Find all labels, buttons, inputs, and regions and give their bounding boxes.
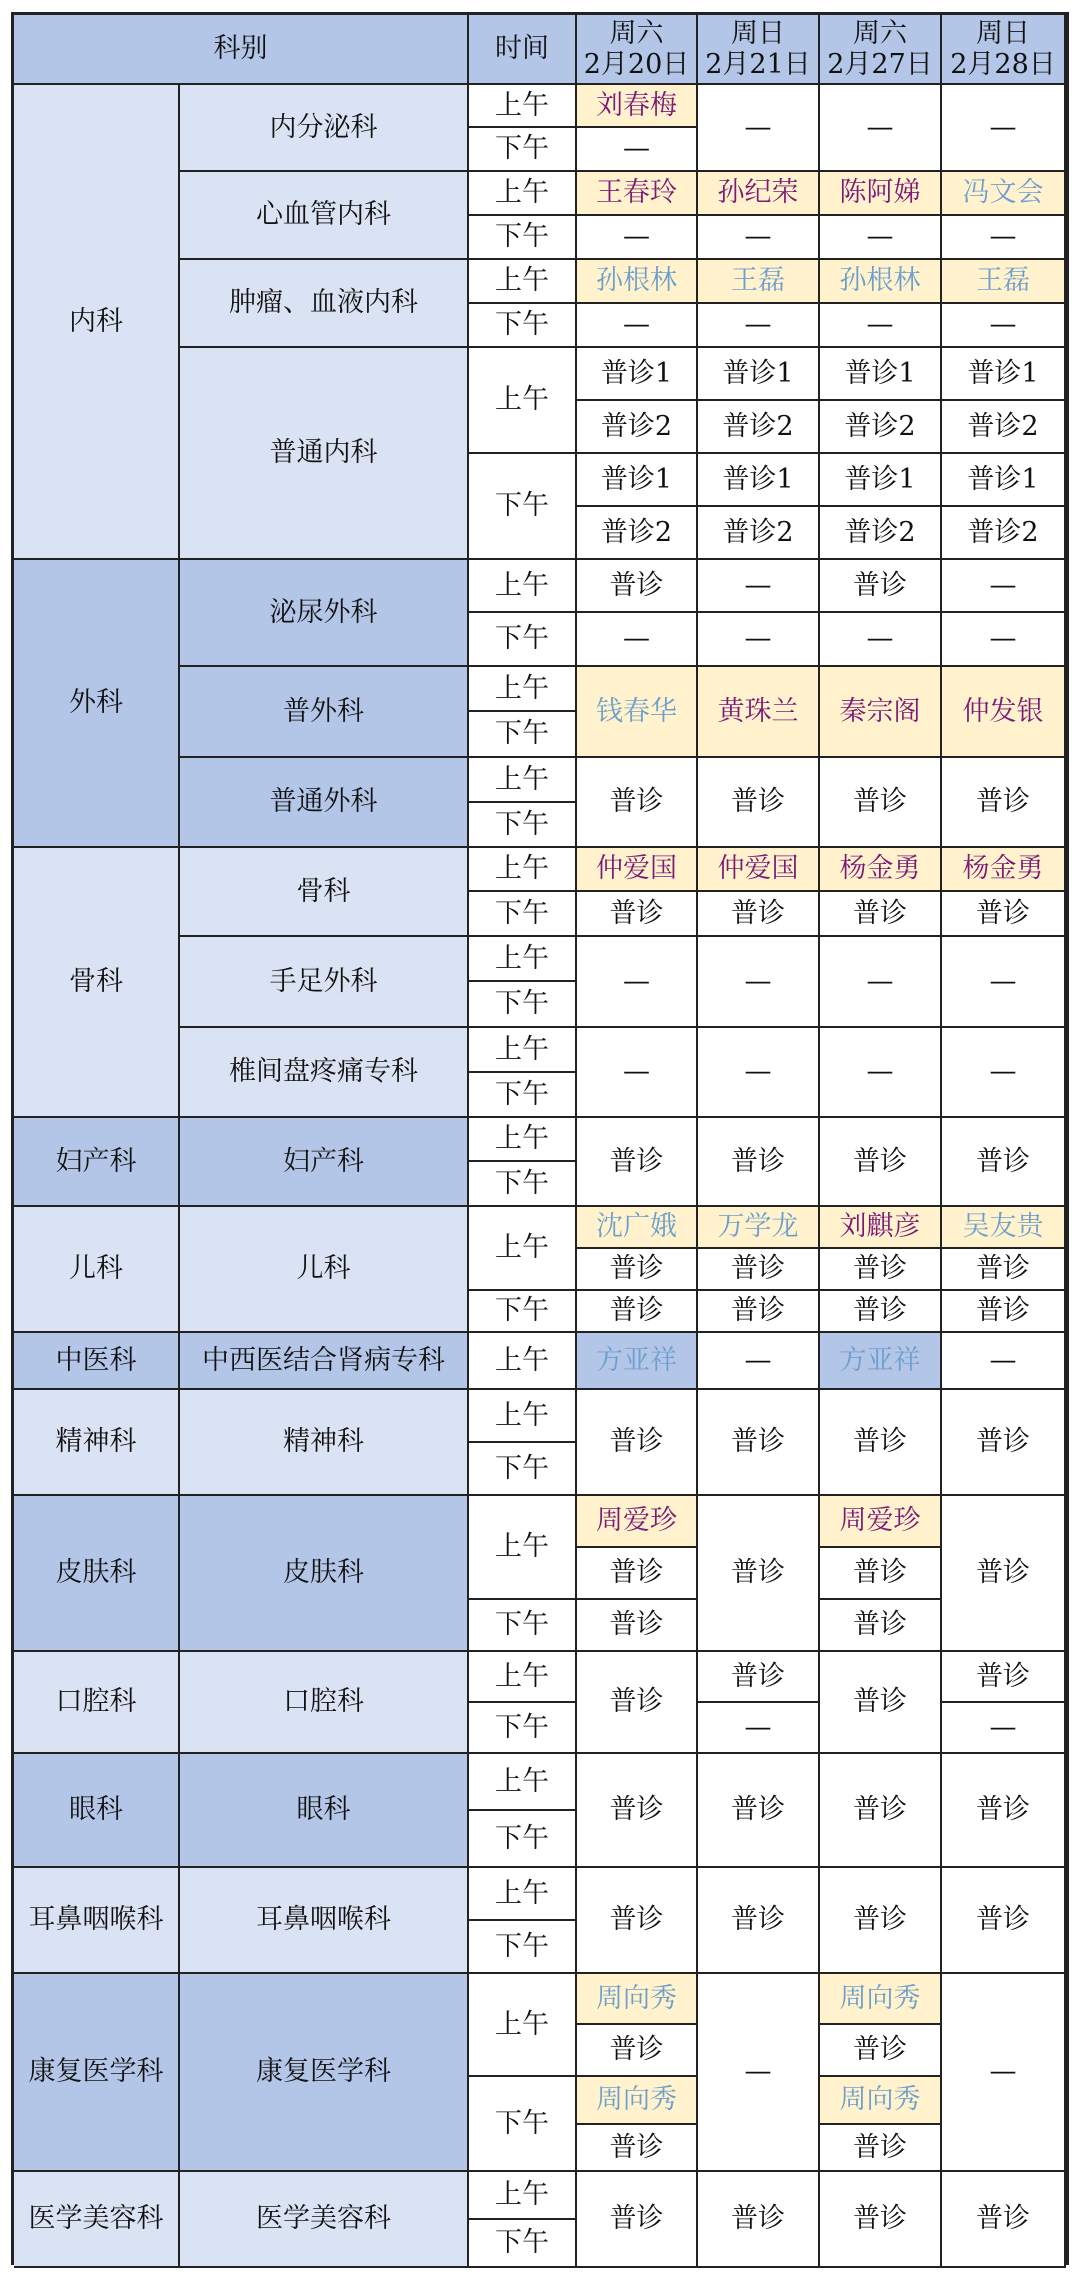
schedule-cell: —	[698, 1974, 820, 2172]
header-day	[698, 15, 820, 85]
schedule-cell: —	[942, 216, 1066, 260]
time-am: 上午	[469, 1868, 577, 1921]
header-dept: 科别	[14, 15, 469, 85]
schedule-cell: —	[577, 216, 698, 260]
time-pm: 下午	[469, 1600, 577, 1652]
schedule-cell: —	[942, 937, 1066, 1028]
sub-department-name: 儿科	[180, 1207, 469, 1333]
doctor-name: 孙根林	[820, 260, 942, 304]
time-pm: 下午	[469, 1921, 577, 1974]
schedule-cell: —	[942, 1028, 1066, 1118]
schedule-cell: 普诊	[577, 2125, 698, 2172]
schedule-cell: 普诊1	[577, 348, 698, 401]
time-am: 上午	[469, 1118, 577, 1162]
doctor-name: 杨金勇	[942, 848, 1066, 892]
time-pm: 下午	[469, 1291, 577, 1333]
sub-department-name: 精神科	[180, 1390, 469, 1496]
department-name: 口腔科	[14, 1652, 180, 1754]
schedule-table	[11, 12, 1069, 2265]
schedule-cell: 普诊1	[698, 348, 820, 401]
sub-department-name: 眼科	[180, 1754, 469, 1868]
department-name: 外科	[14, 560, 180, 848]
schedule-cell: 普诊	[698, 1868, 820, 1974]
header-date: 2月28日	[950, 49, 1056, 80]
schedule-cell: —	[942, 85, 1066, 172]
time-pm: 下午	[469, 304, 577, 348]
schedule-cell: 普诊	[942, 1118, 1066, 1207]
schedule-cell: 普诊1	[942, 454, 1066, 507]
time-am: 上午	[469, 937, 577, 982]
sub-department-name: 肿瘤、血液内科	[180, 260, 469, 348]
schedule-cell: 普诊	[942, 758, 1066, 848]
schedule-cell: 普诊	[577, 1600, 698, 1652]
doctor-name: 方亚祥	[577, 1333, 698, 1390]
schedule-cell: 普诊	[820, 1600, 942, 1652]
schedule-cell: —	[942, 1333, 1066, 1390]
schedule-cell: 普诊	[820, 2172, 942, 2268]
time-pm: 下午	[469, 2077, 577, 2172]
schedule-cell: 普诊	[820, 560, 942, 613]
schedule-cell: 普诊	[820, 1390, 942, 1496]
doctor-name: 杨金勇	[820, 848, 942, 892]
time-am: 上午	[469, 1974, 577, 2077]
schedule-cell: 普诊	[942, 1754, 1066, 1868]
doctor-name: 孙纪荣	[698, 172, 820, 216]
schedule-cell: 普诊	[577, 1118, 698, 1207]
schedule-cell: 普诊	[698, 1496, 820, 1652]
department-name: 内科	[14, 85, 180, 560]
schedule-cell: 普诊2	[942, 507, 1066, 560]
doctor-name: 陈阿娣	[820, 172, 942, 216]
schedule-cell: —	[698, 1028, 820, 1118]
schedule-cell: 普诊	[698, 1118, 820, 1207]
schedule-cell: 普诊	[942, 892, 1066, 937]
department-name: 骨科	[14, 848, 180, 1118]
time-pm: 下午	[469, 613, 577, 667]
schedule-cell: —	[577, 128, 698, 172]
schedule-cell: 普诊	[577, 1652, 698, 1754]
schedule-cell: —	[577, 937, 698, 1028]
time-am: 上午	[469, 1652, 577, 1703]
time-am: 上午	[469, 1390, 577, 1443]
schedule-cell: 普诊	[942, 1868, 1066, 1974]
schedule-cell: —	[698, 937, 820, 1028]
schedule-cell: 普诊2	[577, 507, 698, 560]
sub-department-name: 手足外科	[180, 937, 469, 1028]
sub-department-name: 皮肤科	[180, 1496, 469, 1652]
schedule-cell: 普诊	[820, 758, 942, 848]
time-pm: 下午	[469, 1162, 577, 1207]
doctor-name: 周向秀	[577, 2077, 698, 2125]
schedule-cell: —	[698, 304, 820, 348]
doctor-name: 刘春梅	[577, 85, 698, 128]
schedule-cell: —	[698, 613, 820, 667]
time-am: 上午	[469, 2172, 577, 2220]
schedule-cell: 普诊2	[577, 401, 698, 454]
schedule-cell: —	[820, 613, 942, 667]
schedule-cell: 普诊	[577, 892, 698, 937]
time-pm: 下午	[469, 803, 577, 848]
department-name: 康复医学科	[14, 1974, 180, 2172]
time-pm: 下午	[469, 128, 577, 172]
schedule-cell: 普诊	[942, 1249, 1066, 1291]
doctor-name: 王春玲	[577, 172, 698, 216]
schedule-cell: 普诊	[698, 2172, 820, 2268]
schedule-cell: 普诊	[577, 2025, 698, 2077]
time-pm: 下午	[469, 1443, 577, 1496]
sub-department-name: 普通内科	[180, 348, 469, 560]
schedule-cell: —	[820, 304, 942, 348]
schedule-cell: 普诊	[698, 1390, 820, 1496]
header-date: 2月20日	[583, 49, 690, 80]
schedule-cell: —	[698, 1703, 820, 1754]
header-date: 2月21日	[705, 49, 811, 80]
schedule-cell: 普诊1	[820, 348, 942, 401]
schedule-cell: 普诊2	[942, 401, 1066, 454]
doctor-name: 冯文会	[942, 172, 1066, 216]
schedule-cell: —	[698, 560, 820, 613]
schedule-cell: 普诊2	[820, 507, 942, 560]
time-pm: 下午	[469, 1073, 577, 1118]
schedule-cell: —	[577, 304, 698, 348]
schedule-cell: —	[820, 216, 942, 260]
schedule-cell: 普诊	[820, 2125, 942, 2172]
doctor-name: 方亚祥	[820, 1333, 942, 1390]
time-pm: 下午	[469, 1703, 577, 1754]
department-name: 皮肤科	[14, 1496, 180, 1652]
schedule-cell: —	[820, 937, 942, 1028]
schedule-cell: —	[577, 1028, 698, 1118]
schedule-cell: 普诊	[698, 1249, 820, 1291]
time-pm: 下午	[469, 454, 577, 560]
doctor-name: 周向秀	[820, 1974, 942, 2025]
schedule-cell: —	[942, 560, 1066, 613]
doctor-name: 孙根林	[577, 260, 698, 304]
schedule-cell: 普诊	[577, 1390, 698, 1496]
doctor-name: 王磊	[698, 260, 820, 304]
schedule-cell: 普诊	[820, 2025, 942, 2077]
schedule-cell: 普诊	[698, 1291, 820, 1333]
time-am: 上午	[469, 348, 577, 454]
header-weekday: 周日	[976, 17, 1030, 49]
time-am: 上午	[469, 1754, 577, 1811]
schedule-cell: —	[698, 216, 820, 260]
time-pm: 下午	[469, 982, 577, 1028]
doctor-name: 周爱珍	[577, 1496, 698, 1548]
doctor-name: 仲发银	[942, 667, 1066, 758]
schedule-cell: 普诊	[820, 1249, 942, 1291]
schedule-cell: 普诊	[942, 1652, 1066, 1703]
schedule-cell: 普诊	[942, 2172, 1066, 2268]
time-am: 上午	[469, 1333, 577, 1390]
time-am: 上午	[469, 560, 577, 613]
schedule-cell: 普诊	[942, 1496, 1066, 1652]
schedule-cell: 普诊	[577, 1868, 698, 1974]
schedule-cell: 普诊	[942, 1291, 1066, 1333]
time-pm: 下午	[469, 216, 577, 260]
header-day	[942, 15, 1066, 85]
header-weekday: 周日	[731, 17, 785, 49]
time-pm: 下午	[469, 1811, 577, 1868]
schedule-cell: 普诊2	[698, 507, 820, 560]
schedule-cell: —	[698, 85, 820, 172]
schedule-cell: 普诊	[942, 1390, 1066, 1496]
header-day	[820, 15, 942, 85]
schedule-cell: 普诊	[698, 1652, 820, 1703]
header-weekday: 周六	[609, 17, 664, 49]
schedule-cell: 普诊	[820, 1652, 942, 1754]
doctor-name: 万学龙	[698, 1207, 820, 1249]
schedule-cell: —	[942, 613, 1066, 667]
department-name: 儿科	[14, 1207, 180, 1333]
department-name: 耳鼻咽喉科	[14, 1868, 180, 1974]
sub-department-name: 中西医结合肾病专科	[180, 1333, 469, 1390]
schedule-cell: 普诊	[820, 892, 942, 937]
schedule-cell: 普诊	[820, 1118, 942, 1207]
sub-department-name: 普通外科	[180, 758, 469, 848]
schedule-cell: 普诊	[577, 2172, 698, 2268]
schedule-cell: 普诊1	[698, 454, 820, 507]
time-am: 上午	[469, 85, 577, 128]
schedule-cell: 普诊	[820, 1868, 942, 1974]
schedule-cell: —	[942, 1703, 1066, 1754]
schedule-cell: —	[942, 304, 1066, 348]
department-name: 眼科	[14, 1754, 180, 1868]
header-day	[577, 15, 698, 85]
schedule-cell: 普诊	[820, 1548, 942, 1600]
schedule-cell: 普诊	[698, 1754, 820, 1868]
time-am: 上午	[469, 1496, 577, 1600]
sub-department-name: 普外科	[180, 667, 469, 758]
sub-department-name: 内分泌科	[180, 85, 469, 172]
schedule-cell: 普诊	[698, 892, 820, 937]
schedule-cell: 普诊	[577, 1291, 698, 1333]
sub-department-name: 耳鼻咽喉科	[180, 1868, 469, 1974]
doctor-name: 仲爱国	[577, 848, 698, 892]
time-am: 上午	[469, 848, 577, 892]
doctor-name: 吴友贵	[942, 1207, 1066, 1249]
department-name: 精神科	[14, 1390, 180, 1496]
schedule-cell: 普诊	[577, 1754, 698, 1868]
doctor-name: 黄珠兰	[698, 667, 820, 758]
time-pm: 下午	[469, 712, 577, 758]
schedule-cell: 普诊	[577, 1548, 698, 1600]
schedule-cell: —	[577, 613, 698, 667]
time-am: 上午	[469, 172, 577, 216]
time-am: 上午	[469, 1028, 577, 1073]
time-pm: 下午	[469, 2220, 577, 2268]
sub-department-name: 椎间盘疼痛专科	[180, 1028, 469, 1118]
schedule-cell: 普诊	[698, 758, 820, 848]
doctor-name: 钱春华	[577, 667, 698, 758]
schedule-cell: —	[942, 1974, 1066, 2172]
sub-department-name: 口腔科	[180, 1652, 469, 1754]
header-time: 时间	[469, 15, 577, 85]
schedule-cell: 普诊	[577, 560, 698, 613]
schedule-cell: 普诊	[577, 758, 698, 848]
schedule-cell: 普诊	[577, 1249, 698, 1291]
doctor-name: 仲爱国	[698, 848, 820, 892]
sub-department-name: 骨科	[180, 848, 469, 937]
doctor-name: 王磊	[942, 260, 1066, 304]
time-pm: 下午	[469, 892, 577, 937]
doctor-name: 刘麒彦	[820, 1207, 942, 1249]
sub-department-name: 心血管内科	[180, 172, 469, 260]
time-am: 上午	[469, 260, 577, 304]
doctor-name: 周向秀	[577, 1974, 698, 2025]
schedule-cell: 普诊2	[820, 401, 942, 454]
sub-department-name: 妇产科	[180, 1118, 469, 1207]
time-am: 上午	[469, 758, 577, 803]
header-date: 2月27日	[827, 49, 933, 80]
time-am: 上午	[469, 1207, 577, 1291]
schedule-cell: —	[698, 1333, 820, 1390]
doctor-name: 周向秀	[820, 2077, 942, 2125]
schedule-cell: 普诊2	[698, 401, 820, 454]
sub-department-name: 医学美容科	[180, 2172, 469, 2268]
schedule-cell: —	[820, 1028, 942, 1118]
time-am: 上午	[469, 667, 577, 712]
doctor-name: 周爱珍	[820, 1496, 942, 1548]
schedule-cell: —	[820, 85, 942, 172]
schedule-cell: 普诊1	[577, 454, 698, 507]
department-name: 中医科	[14, 1333, 180, 1390]
schedule-cell: 普诊	[820, 1291, 942, 1333]
schedule-cell: 普诊1	[942, 348, 1066, 401]
schedule-cell: 普诊1	[820, 454, 942, 507]
department-name: 医学美容科	[14, 2172, 180, 2268]
doctor-name: 沈广娥	[577, 1207, 698, 1249]
schedule-cell: 普诊	[820, 1754, 942, 1868]
department-name: 妇产科	[14, 1118, 180, 1207]
sub-department-name: 泌尿外科	[180, 560, 469, 667]
header-weekday: 周六	[853, 17, 907, 49]
doctor-name: 秦宗阁	[820, 667, 942, 758]
sub-department-name: 康复医学科	[180, 1974, 469, 2172]
